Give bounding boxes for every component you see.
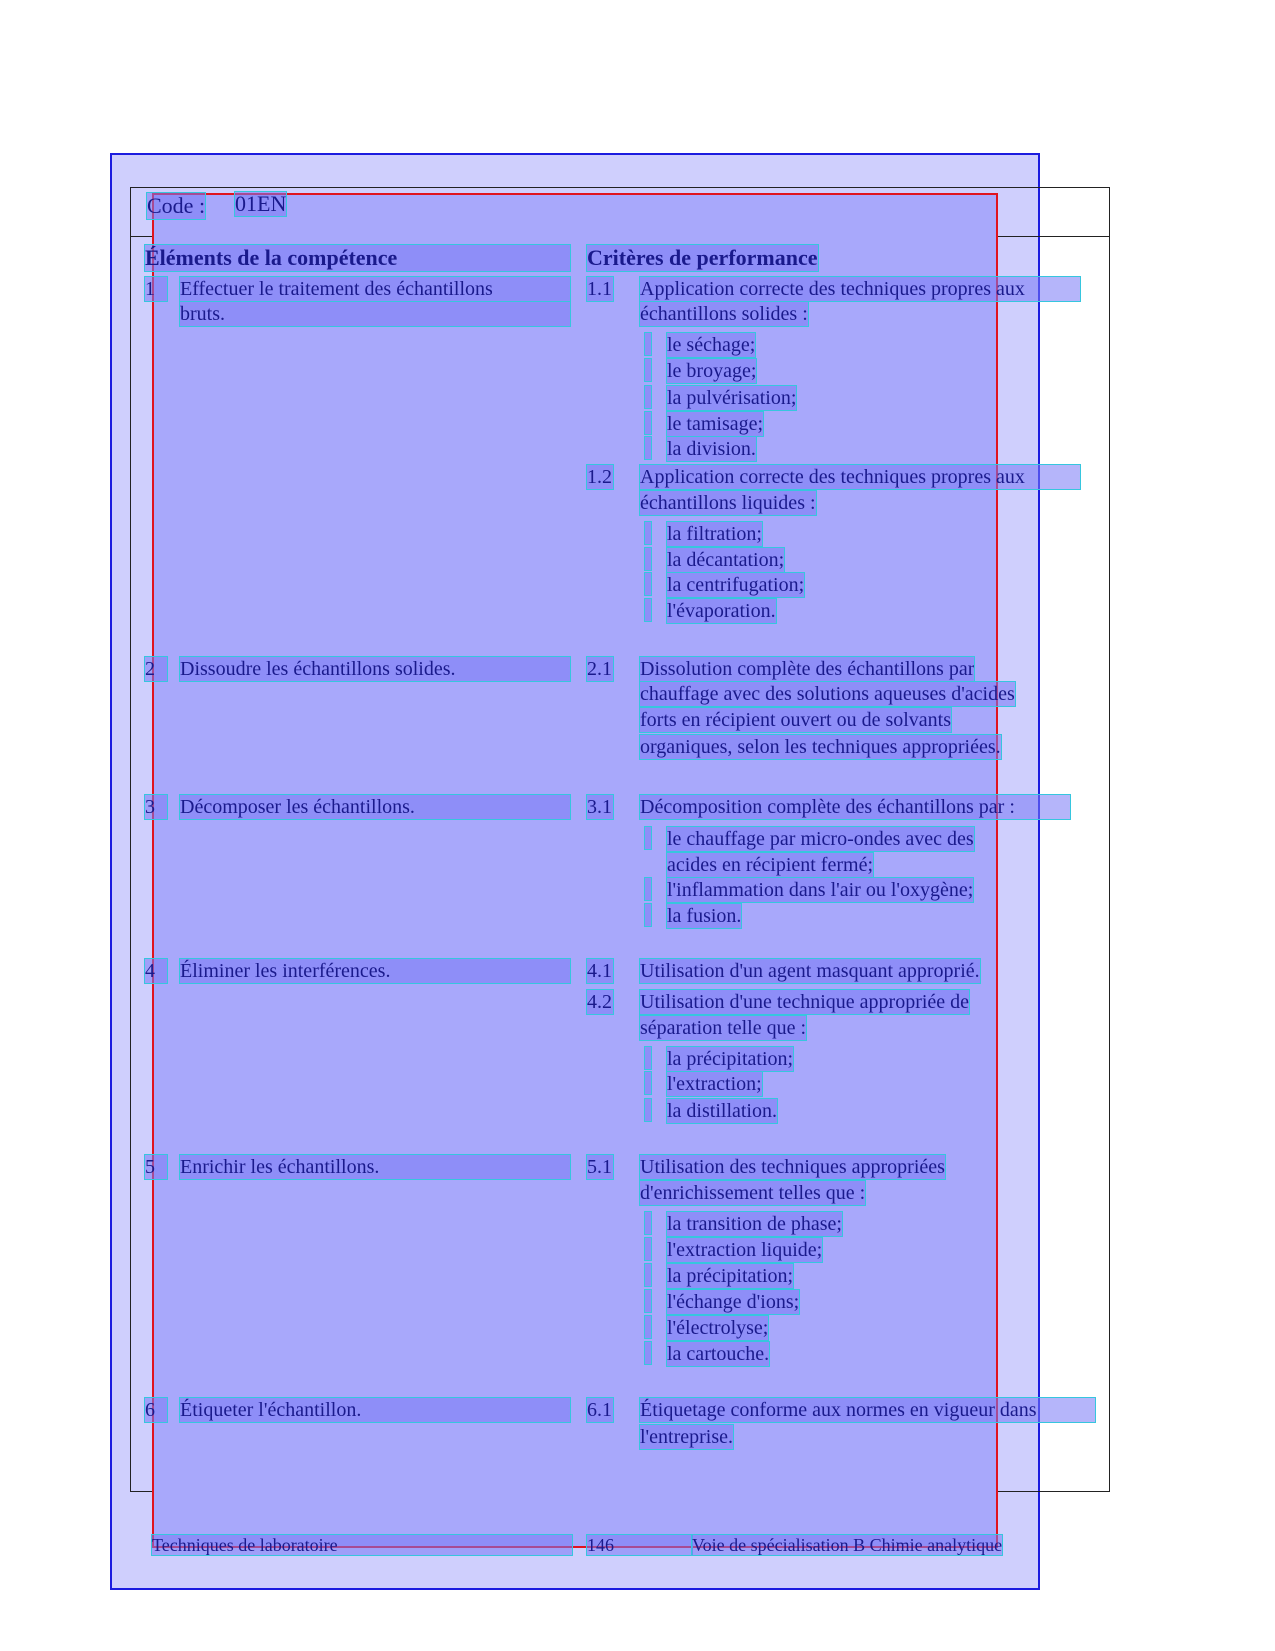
element-number: 1 [145,277,167,301]
criterion-number: 2.1 [587,658,612,680]
code-value: 01EN [235,191,287,216]
bullet-marker [645,827,651,849]
bullet-marker [645,522,651,544]
element-number: 5 [145,1155,167,1179]
criterion-text: Étiquetage conforme aux normes en vigueur dans [640,1398,1095,1422]
footer-program: Techniques de laboratoire [152,1535,572,1555]
criterion-bullet: la fusion. [667,905,742,927]
footer-specialization: Voie de spécialisation B Chimie analytique [692,1535,1003,1555]
bullet-marker [645,1342,651,1364]
criterion-text: séparation telle que : [640,1017,807,1039]
criterion-number: 1.2 [587,466,612,488]
bullet-marker [645,412,651,434]
bullet-marker [645,1212,651,1234]
criterion-bullet: le tamisage; [667,413,764,435]
criterion-bullet: le séchage; [667,334,756,356]
criterion-bullet: le broyage; [667,360,757,382]
criterion-number: 5.1 [587,1156,612,1178]
criterion-number: 3.1 [587,796,612,818]
element-text: Éliminer les interférences. [180,959,570,983]
criterion-text: organiques, selon les techniques appropriées. [640,736,1001,758]
criterion-bullet: la distillation. [667,1100,777,1122]
bullet-marker [645,1047,651,1069]
criterion-text: Application correcte des techniques propres aux [640,277,1080,301]
element-text: Décomposer les échantillons. [180,795,570,819]
criterion-bullet: le chauffage par micro-ondes avec des [667,828,974,850]
element-number: 6 [145,1398,167,1422]
criterion-text: échantillons liquides : [640,492,816,514]
bullet-marker [645,437,651,459]
criterion-text: Dissolution complète des échantillons par [640,658,975,680]
criterion-bullet: la précipitation; [667,1048,794,1070]
element-text: Effectuer le traitement des échantillons [180,277,570,301]
criterion-bullet: la pulvérisation; [667,387,797,409]
code-label: Code : [147,193,206,218]
header-criteria: Critères de performance [587,245,818,270]
bullet-marker [645,878,651,900]
bullet-marker [645,573,651,595]
criterion-bullet: la transition de phase; [667,1213,842,1235]
criterion-text: Décomposition complète des échantillons par : [640,795,1070,819]
bullet-marker [645,904,651,926]
criterion-text: forts en récipient ouvert ou de solvants [640,709,952,731]
criterion-number: 6.1 [587,1399,612,1421]
element-text: Étiqueter l'échantillon. [180,1398,570,1422]
bullet-marker [645,333,651,355]
criterion-bullet: l'électrolyse; [667,1317,769,1339]
element-number: 3 [145,795,167,819]
criterion-bullet: l'inflammation dans l'air ou l'oxygène; [667,879,974,901]
criterion-bullet: l'évaporation. [667,600,776,622]
criterion-bullet: la précipitation; [667,1265,794,1287]
element-text: bruts. [180,302,570,326]
bullet-marker [645,1264,651,1286]
element-number: 4 [145,959,167,983]
criterion-text: Utilisation d'un agent masquant approprié. [640,960,980,982]
bullet-marker [645,1316,651,1338]
bullet-marker [645,599,651,621]
criterion-number: 4.1 [587,960,612,982]
criterion-bullet: la décantation; [667,549,785,571]
criterion-bullet: acides en récipient fermé; [667,854,873,876]
criterion-bullet: la division. [667,438,756,460]
criterion-text: l'entreprise. [640,1426,734,1448]
criterion-text: Utilisation des techniques appropriées [640,1156,945,1178]
bullet-marker [645,1072,651,1094]
footer-page-number: 146 [587,1535,692,1555]
criterion-text: Utilisation d'une technique appropriée de [640,991,970,1013]
bullet-marker [645,386,651,408]
element-text: Dissoudre les échantillons solides. [180,657,570,681]
criterion-bullet: l'extraction; [667,1073,762,1095]
criterion-bullet: l'échange d'ions; [667,1291,800,1313]
bullet-marker [645,1290,651,1312]
criterion-bullet: la centrifugation; [667,574,805,596]
element-number: 2 [145,657,167,681]
header-elements: Éléments de la compétence [145,245,570,271]
criterion-bullet: la filtration; [667,523,762,545]
criterion-text: d'enrichissement telles que : [640,1182,866,1204]
bullet-marker [645,359,651,381]
criterion-bullet: l'extraction liquide; [667,1239,823,1261]
bullet-marker [645,548,651,570]
criterion-number: 1.1 [587,278,612,300]
criterion-text: Application correcte des techniques propres aux [640,465,1080,489]
criterion-bullet: la cartouche. [667,1343,770,1365]
criterion-text: chauffage avec des solutions aqueuses d'acides [640,683,1015,705]
criterion-number: 4.2 [587,991,612,1013]
bullet-marker [645,1238,651,1260]
criterion-text: échantillons solides : [640,303,808,325]
bullet-marker [645,1099,651,1121]
element-text: Enrichir les échantillons. [180,1155,570,1179]
